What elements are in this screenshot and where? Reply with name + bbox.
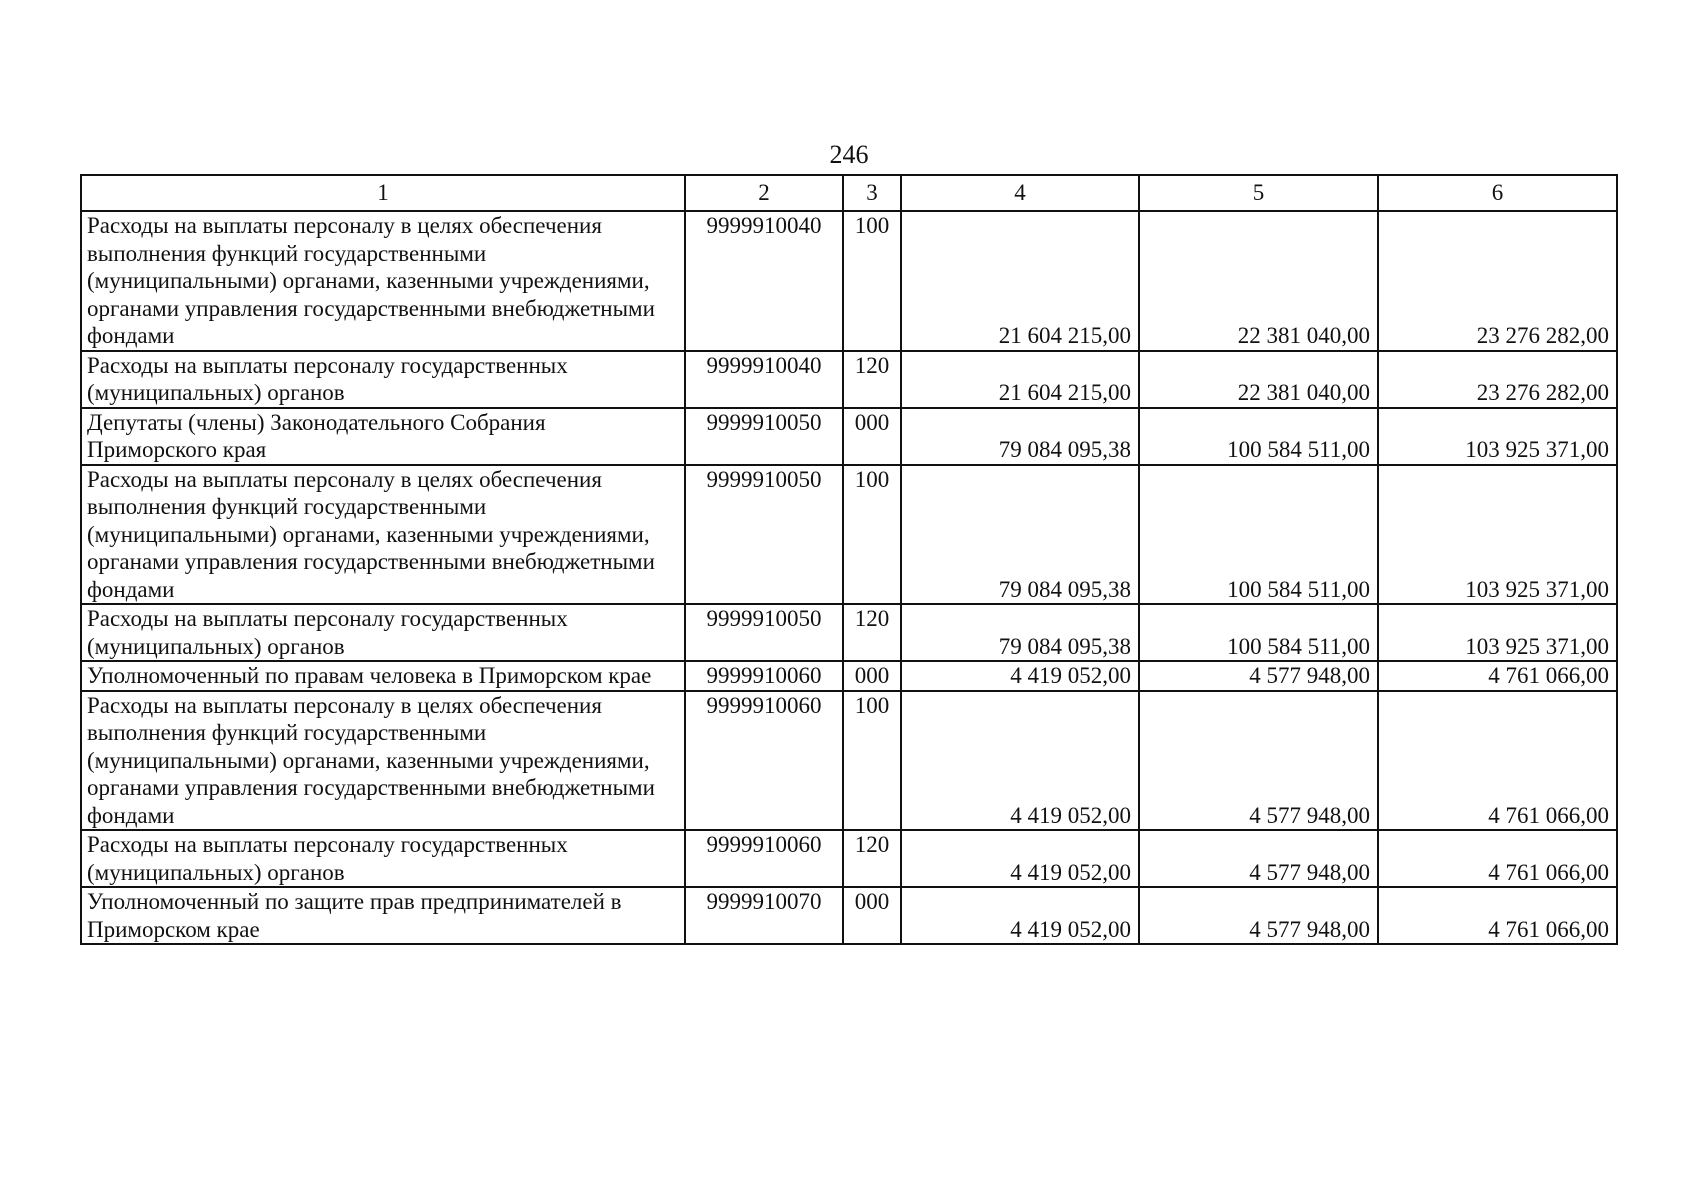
amount-col6: 103 925 371,00 — [1378, 408, 1617, 465]
expense-name: Расходы на выплаты персоналу государственных (муниципальных) органов — [81, 830, 685, 887]
target-code: 9999910060 — [685, 691, 843, 831]
amount-col5: 4 577 948,00 — [1139, 887, 1378, 944]
amount-col6: 4 761 066,00 — [1378, 830, 1617, 887]
amount-col4: 79 084 095,38 — [901, 604, 1139, 661]
table-row — [81, 604, 1617, 661]
amount-col4: 4 419 052,00 — [901, 830, 1139, 887]
column-number: 5 — [1139, 175, 1378, 211]
amount-col4: 4 419 052,00 — [901, 691, 1139, 831]
expense-name: Расходы на выплаты персоналу в целях обеспечения выполнения функций государственными (муниципальными) органами, казенными учреждениями, органами управления государственными внебюджетными фондами — [81, 211, 685, 351]
expense-type-code: 120 — [843, 351, 901, 408]
amount-col6: 4 761 066,00 — [1378, 691, 1617, 831]
expense-name: Расходы на выплаты персоналу в целях обеспечения выполнения функций государственными (муниципальными) органами, казенными учреждениями, органами управления государственными внебюджетными фондами — [81, 691, 685, 831]
page-number: 246 — [829, 140, 869, 169]
expense-type-code: 000 — [843, 887, 901, 944]
table-row — [81, 465, 1617, 605]
table-row — [81, 211, 1617, 351]
amount-col6: 23 276 282,00 — [1378, 211, 1617, 351]
expense-name: Расходы на выплаты персоналу государственных (муниципальных) органов — [81, 604, 685, 661]
column-number: 3 — [843, 175, 901, 211]
expense-name: Расходы на выплаты персоналу в целях обеспечения выполнения функций государственными (муниципальными) органами, казенными учреждениями, органами управления государственными внебюджетными фондами — [81, 465, 685, 605]
column-number: 2 — [685, 175, 843, 211]
amount-col5: 4 577 948,00 — [1139, 661, 1378, 691]
expense-name: Уполномоченный по правам человека в Приморском крае — [81, 661, 685, 691]
amount-col6: 4 761 066,00 — [1378, 661, 1617, 691]
target-code: 9999910050 — [685, 604, 843, 661]
amount-col5: 4 577 948,00 — [1139, 691, 1378, 831]
expense-type-code: 000 — [843, 408, 901, 465]
target-code: 9999910040 — [685, 211, 843, 351]
table-row — [81, 408, 1617, 465]
expense-type-code: 100 — [843, 691, 901, 831]
amount-col5: 100 584 511,00 — [1139, 604, 1378, 661]
expense-type-code: 100 — [843, 211, 901, 351]
amount-col6: 4 761 066,00 — [1378, 887, 1617, 944]
column-number: 6 — [1378, 175, 1617, 211]
amount-col5: 100 584 511,00 — [1139, 408, 1378, 465]
amount-col6: 23 276 282,00 — [1378, 351, 1617, 408]
table-row — [81, 351, 1617, 408]
target-code: 9999910050 — [685, 465, 843, 605]
amount-col4: 21 604 215,00 — [901, 211, 1139, 351]
amount-col5: 4 577 948,00 — [1139, 830, 1378, 887]
target-code: 9999910060 — [685, 661, 843, 691]
amount-col5: 22 381 040,00 — [1139, 351, 1378, 408]
expense-type-code: 120 — [843, 604, 901, 661]
table-header-row — [81, 175, 1617, 211]
expense-type-code: 000 — [843, 661, 901, 691]
table-row — [81, 887, 1617, 944]
table-row — [81, 691, 1617, 831]
column-number: 4 — [901, 175, 1139, 211]
amount-col6: 103 925 371,00 — [1378, 604, 1617, 661]
expense-name: Депутаты (члены) Законодательного Собрания Приморского края — [81, 408, 685, 465]
amount-col4: 79 084 095,38 — [901, 408, 1139, 465]
budget-table — [80, 174, 1618, 945]
expense-type-code: 120 — [843, 830, 901, 887]
expense-type-code: 100 — [843, 465, 901, 605]
target-code: 9999910040 — [685, 351, 843, 408]
target-code: 9999910060 — [685, 830, 843, 887]
expense-name: Уполномоченный по защите прав предпринимателей в Приморском крае — [81, 887, 685, 944]
amount-col4: 4 419 052,00 — [901, 887, 1139, 944]
amount-col4: 4 419 052,00 — [901, 661, 1139, 691]
target-code: 9999910070 — [685, 887, 843, 944]
amount-col5: 100 584 511,00 — [1139, 465, 1378, 605]
amount-col6: 103 925 371,00 — [1378, 465, 1617, 605]
amount-col4: 79 084 095,38 — [901, 465, 1139, 605]
table-row — [81, 661, 1617, 691]
amount-col5: 22 381 040,00 — [1139, 211, 1378, 351]
target-code: 9999910050 — [685, 408, 843, 465]
table-row — [81, 830, 1617, 887]
column-number: 1 — [81, 175, 685, 211]
expense-name: Расходы на выплаты персоналу государственных (муниципальных) органов — [81, 351, 685, 408]
amount-col4: 21 604 215,00 — [901, 351, 1139, 408]
